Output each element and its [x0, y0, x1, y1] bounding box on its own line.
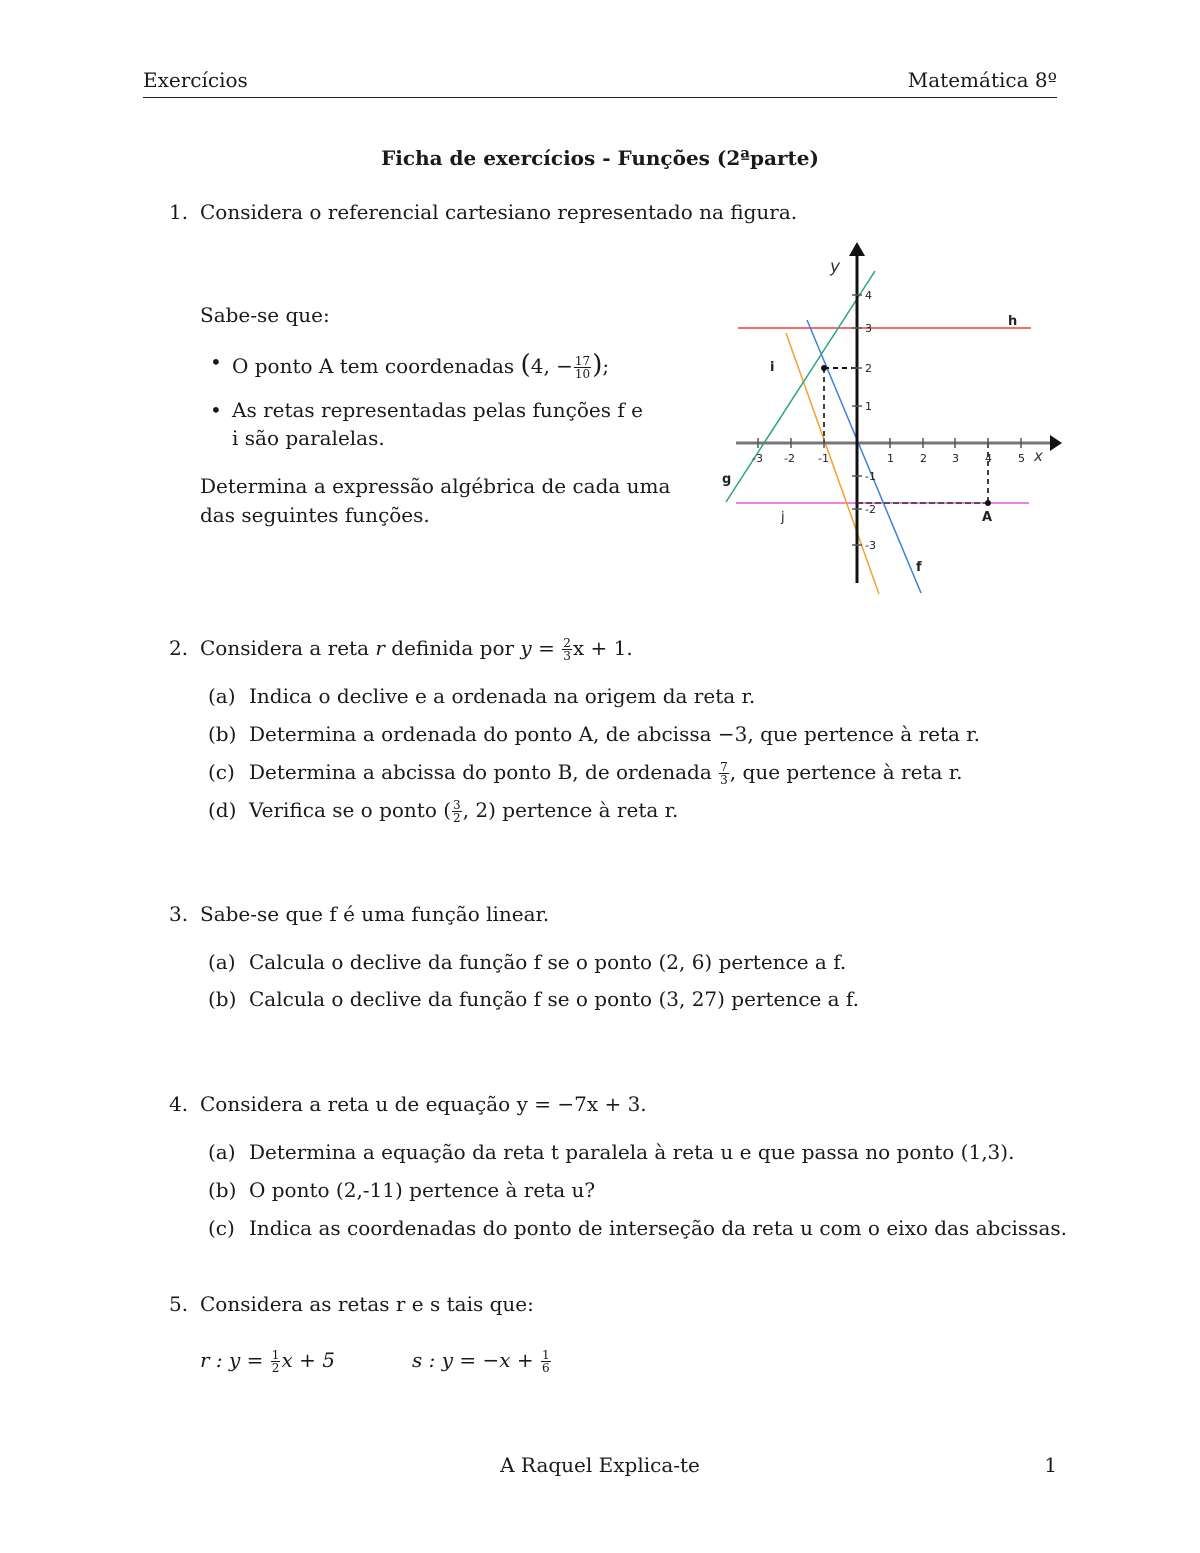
q1-task-line-2: das seguintes funções. — [200, 503, 430, 527]
x-tick: -1 — [818, 452, 829, 465]
q1-bullet-2-cont: i são paralelas. — [232, 426, 385, 450]
question-3: 3. Sabe-se que f é uma função linear. — [169, 902, 550, 926]
q1-intro: Sabe-se que: — [200, 303, 330, 327]
q4-item-a: (a) Determina a equação da reta t paralela à reta u e que passa no ponto (1,3). — [208, 1140, 1015, 1164]
q5-equation-s: s : y = −x + $\frac{1}{6}$ — [412, 1348, 550, 1375]
question-number: 3. — [169, 902, 189, 926]
y-tick: -1 — [865, 470, 876, 483]
q3-item-b: (b) Calcula o declive da função f se o ponto (3, 27) pertence a f. — [208, 987, 859, 1011]
y-tick: 1 — [865, 400, 872, 413]
fraction: $\frac{2}{3}$ — [563, 636, 571, 663]
y-tick: 2 — [865, 362, 872, 375]
label-h: h — [1008, 314, 1018, 329]
cartesian-figure — [718, 238, 1070, 600]
y-tick: -2 — [865, 503, 876, 516]
y-tick: 4 — [865, 289, 872, 302]
x-tick: 5 — [1018, 452, 1025, 465]
fraction: $\frac{1}{6}$ — [542, 1348, 550, 1375]
question-number: 5. — [169, 1292, 189, 1316]
q3-item-a: (a) Calcula o declive da função f se o ponto (2, 6) pertence a f. — [208, 950, 847, 974]
q1-bullet-1: • O ponto A tem coordenadas (4, − $\frac{17}{10}$ ); — [232, 350, 609, 380]
label-point-a: A — [982, 510, 993, 525]
fraction: $\frac{17}{10}$ — [574, 354, 591, 381]
x-tick: 4 — [985, 452, 992, 465]
y-axis-label: y — [830, 257, 841, 277]
y-tick: 3 — [865, 322, 872, 335]
x-axis-label: x — [1034, 447, 1043, 465]
q5-equation-r: r : y = $\frac{1}{2}$ x + 5 — [200, 1348, 335, 1375]
question-1 — [169, 200, 797, 224]
label-i: i — [770, 360, 775, 375]
q4-item-b: (b) O ponto (2,-11) pertence à reta u? — [208, 1178, 596, 1202]
q4-item-c: (c) Indica as coordenadas do ponto de interseção da reta u com o eixo das abcissas. — [208, 1216, 1067, 1240]
label-j: j — [781, 510, 785, 525]
question-number: 2. — [169, 636, 189, 660]
header-rule — [143, 97, 1057, 98]
question-number: 1. — [169, 200, 189, 224]
q2-item-a: (a) Indica o declive e a ordenada na origem da reta r. — [208, 684, 756, 708]
footer-author: A Raquel Explica-te — [500, 1453, 700, 1477]
y-axis-arrow — [849, 242, 865, 256]
x-tick: 1 — [887, 452, 894, 465]
page-title: Ficha de exercícios - Funções (2ªparte) — [381, 146, 819, 170]
page-number: 1 — [1044, 1453, 1057, 1477]
line-g — [726, 271, 875, 502]
q2-item-c: (c) Determina a abcissa do ponto B, de ordenada $\frac{7}{3}$ , que pertence à reta r. — [208, 760, 963, 787]
q2-item-b: (b) Determina a ordenada do ponto A, de abcissa −3, que pertence à reta r. — [208, 722, 981, 746]
x-axis-arrow — [1050, 435, 1062, 451]
x-tick: 3 — [952, 452, 959, 465]
q2-item-d: (d) Verifica se o ponto ( $\frac{3}{2}$ , 2) pertence à reta r. — [208, 798, 679, 825]
x-tick: -2 — [784, 452, 795, 465]
fraction: $\frac{7}{3}$ — [720, 760, 728, 787]
fraction: $\frac{1}{2}$ — [271, 1348, 280, 1375]
fraction: $\frac{3}{2}$ — [453, 798, 461, 825]
header-right: Matemática 8º — [907, 68, 1057, 92]
question-number: 4. — [169, 1092, 189, 1116]
x-tick: 2 — [920, 452, 927, 465]
question-text: Considera o referencial cartesiano representado na figura. — [200, 200, 798, 224]
x-tick: -3 — [752, 452, 763, 465]
header-left: Exercícios — [143, 68, 248, 92]
y-tick: -3 — [865, 539, 876, 552]
question-5: 5. Considera as retas r e s tais que: — [169, 1292, 534, 1316]
question-2: 2. Considera a reta r definida por y = $\frac{2}{3}$ x + 1. — [169, 636, 633, 663]
q1-bullet-2: • As retas representadas pelas funções f e — [232, 398, 643, 422]
label-f: f — [916, 560, 922, 575]
question-4: 4. Considera a reta u de equação y = −7x + 3. — [169, 1092, 647, 1116]
q1-task-line-1: Determina a expressão algébrica de cada uma — [200, 474, 671, 498]
label-g: g — [722, 472, 732, 487]
